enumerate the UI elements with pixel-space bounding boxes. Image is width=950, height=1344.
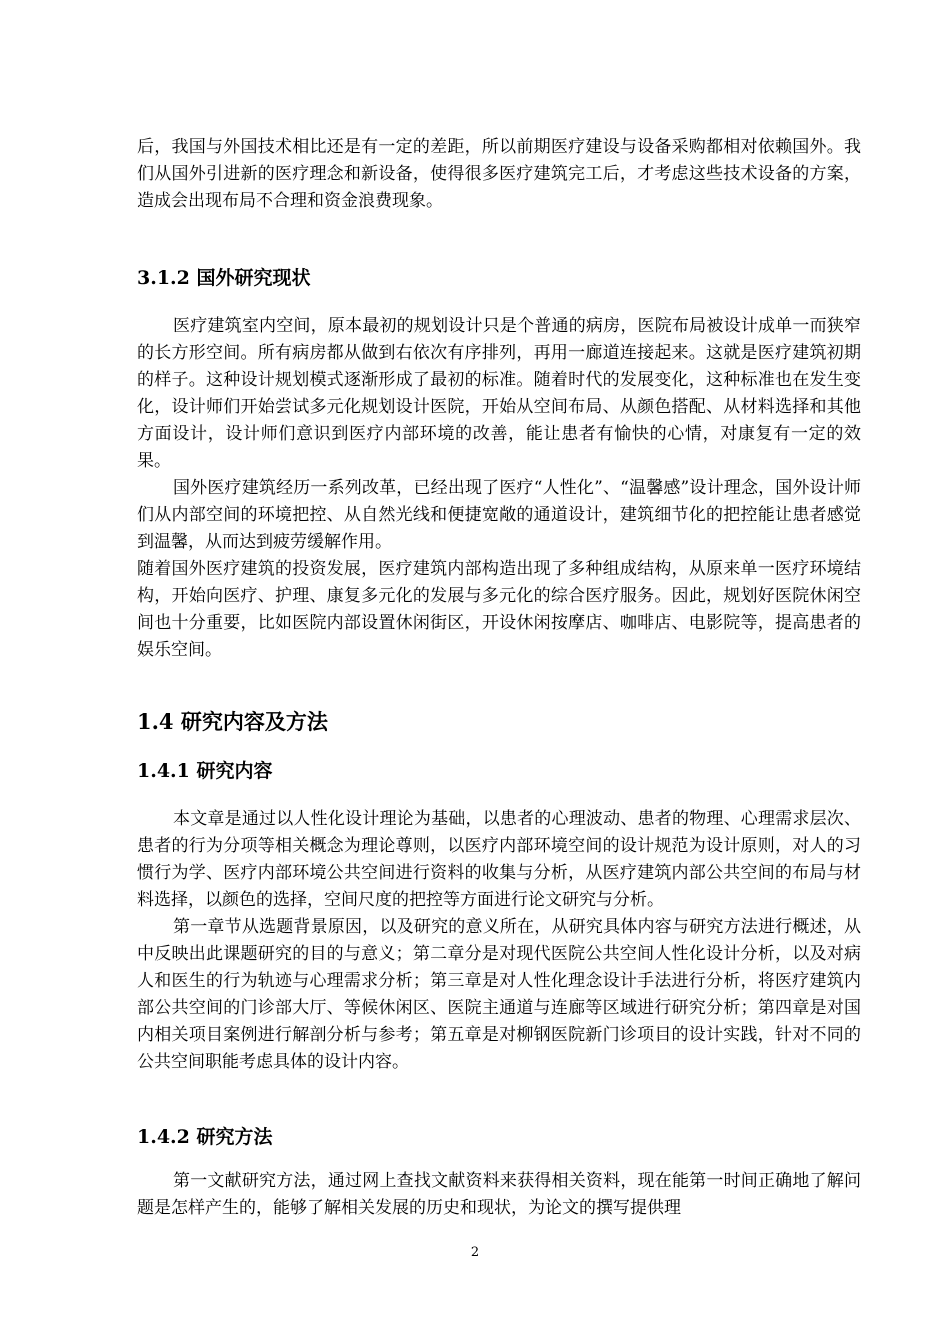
page-content — [137, 134, 861, 1222]
section-heading-3-1-2: 3.1.2 国外研究现状 — [137, 267, 311, 289]
intro-paragraph: 后，我国与外国技术相比还是有一定的差距，所以前期医疗建设与设备采购都相对依赖国外。我们从国外引进新的医疗理念和新设备，使得很多医疗建筑完工后，才考虑这些技术设备的方案，造成会出现布局不合理和资金浪费现象。 — [137, 137, 861, 211]
section-1-4-1-paragraph-1: 本文章是通过以人性化设计理论为基础，以患者的心理波动、患者的物理、心理需求层次、患者的行为分项等相关概念为理论尊则，以医疗内部环境空间的设计规范为设计原则，对人的习惯行为学、医疗内部环境公共空间进行资料的收集与分析，从医疗建筑内部公共空间的布局与材料选择，以颜色的选择，空间尺度的把控等方面进行论文研究与分析。 — [137, 809, 861, 910]
section-1-4-1-paragraph-2: 第一章节从选题背景原因，以及研究的意义所在，从研究具体内容与研究方法进行概述，从中反映出此课题研究的目的与意义；第二章分是对现代医院公共空间人性化设计分析，以及对病人和医生的行为轨迹与心理需求分析；第三章是对人性化理念设计手法进行分析，将医疗建筑内部公共空间的门诊部大厅、等候休闲区、医院主通道与连廊等区域进行研究分析；第四章是对国内相关项目案例进行解剖分析与参考；第五章是对柳钢医院新门诊项目的设计实践，针对不同的公共空间职能考虑具体的设计内容。 — [137, 917, 861, 1072]
section-heading-1-4: 1.4 研究内容及方法 — [137, 709, 328, 734]
section-heading-1-4-2: 1.4.2 研究方法 — [137, 1126, 273, 1148]
section-3-1-2-paragraph-1: 医疗建筑室内空间，原本最初的规划设计只是个普通的病房，医院布局被设计成单一而狭窄的长方形空间。所有病房都从做到右依次有序排列，再用一廊道连接起来。这就是医疗建筑初期的样子。这种设计规划模式逐渐形成了最初的标准。随着时代的发展变化，这种标准也在发生变化，设计师们开始尝试多元化规划设计医院，开始从空间布局、从颜色搭配、从材料选择和其他方面设计，设计师们意识到医疗内部环境的改善，能让患者有愉快的心情，对康复有一定的效果。 — [137, 316, 861, 471]
section-3-1-2-paragraph-2: 国外医疗建筑经历一系列改革，已经出现了医疗“人性化”、“温馨感”设计理念，国外设计师们从内部空间的环境把控、从自然光线和便捷宽敞的通道设计，建筑细节化的把控能让患者感觉到温馨，从而达到疲劳缓解作用。 — [137, 478, 861, 552]
page-number: 2 — [470, 1245, 480, 1260]
section-3-1-2-paragraph-3: 随着国外医疗建筑的投资发展，医疗建筑内部构造出现了多种组成结构，从原来单一医疗环境结构，开始向医疗、护理、康复多元化的发展与多元化的综合医疗服务。因此，规划好医院休闲空间也十分重要，比如医院内部设置休闲街区，开设休闲按摩店、咖啡店、电影院等，提高患者的娱乐空间。 — [137, 559, 861, 660]
section-heading-1-4-1: 1.4.1 研究内容 — [137, 760, 273, 782]
section-1-4-2-paragraph-1: 第一文献研究方法，通过网上查找文献资料来获得相关资料，现在能第一时间正确地了解问题是怎样产生的，能够了解相关发展的历史和现状，为论文的撰写提供理 — [137, 1171, 861, 1218]
